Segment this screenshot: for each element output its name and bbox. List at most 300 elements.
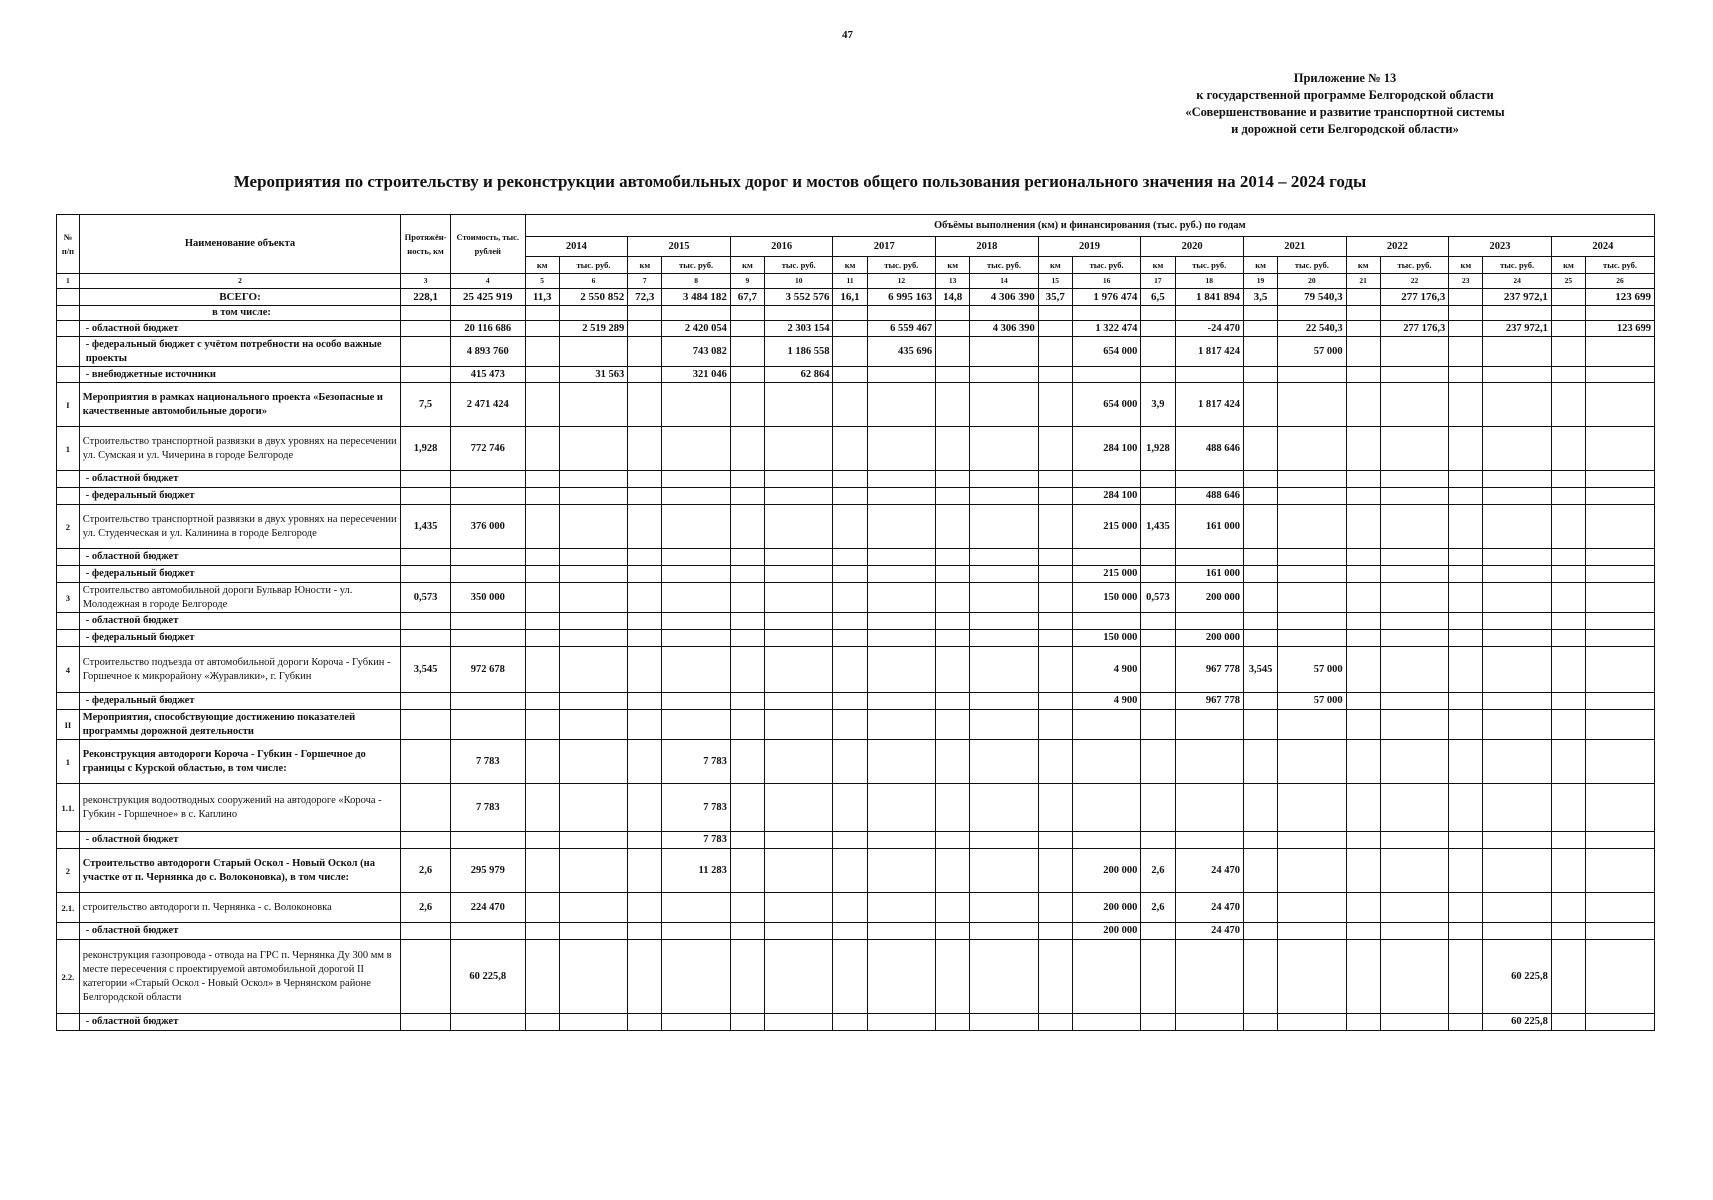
rub-value (765, 471, 833, 488)
rub-value (970, 471, 1038, 488)
km-value (833, 427, 867, 471)
km-value (1346, 471, 1380, 488)
km-value (1551, 832, 1585, 849)
km-value (1243, 630, 1277, 647)
row-number: 3 (57, 583, 80, 613)
rub-value (662, 613, 730, 630)
rub-value (1278, 893, 1346, 923)
table-row (57, 923, 1655, 940)
km-value (730, 613, 764, 630)
unit-km-header: км (1243, 257, 1277, 274)
table-row (57, 893, 1655, 923)
header-cost: Стоимость, тыс. рублей (450, 215, 525, 274)
rub-value: 7 783 (662, 740, 730, 784)
rub-value: 31 563 (559, 367, 627, 383)
rub-value (867, 849, 935, 893)
km-value (1141, 630, 1175, 647)
column-number: 24 (1483, 274, 1551, 289)
km-value (1346, 613, 1380, 630)
rub-value: 4 900 (1072, 647, 1140, 693)
table-row (57, 630, 1655, 647)
rub-value (970, 710, 1038, 740)
km-value (1449, 784, 1483, 832)
rub-value: 3 484 182 (662, 289, 730, 306)
rub-value (559, 583, 627, 613)
unit-rub-header: тыс. руб. (1483, 257, 1551, 274)
km-value (730, 306, 764, 321)
rub-value: 277 176,3 (1380, 321, 1448, 337)
km-value (1551, 549, 1585, 566)
page-number: 47 (842, 29, 853, 41)
rub-value: 654 000 (1072, 383, 1140, 427)
object-name: Строительство транспортной развязки в двух уровнях на пересечении ул. Студенческая и ул. Калинина в городе Белгороде (79, 505, 400, 549)
km-value (936, 471, 970, 488)
km-value (936, 427, 970, 471)
km-value (730, 630, 764, 647)
table-row (57, 383, 1655, 427)
column-number: 7 (628, 274, 662, 289)
km-value (525, 693, 559, 710)
rub-value (1483, 306, 1551, 321)
year-header: 2015 (628, 237, 731, 257)
km-value (1038, 693, 1072, 710)
km-value (936, 583, 970, 613)
row-number (57, 613, 80, 630)
column-number: 6 (559, 274, 627, 289)
km-value (1243, 693, 1277, 710)
km-value (730, 583, 764, 613)
rub-value (765, 549, 833, 566)
appendix-line: «Совершенствование и развитие транспортной системы (1185, 105, 1505, 119)
document-title: Мероприятия по строительству и реконструкции автомобильных дорог и мостов общего пользования регионального значения на 2014 – 2024 годы (233, 172, 1367, 191)
km-value (1346, 566, 1380, 583)
appendix-line: к государственной программе Белгородской области (1196, 88, 1494, 102)
cost-value: 415 473 (450, 367, 525, 383)
rub-value (1175, 613, 1243, 630)
km-value: 35,7 (1038, 289, 1072, 306)
km-value (936, 549, 970, 566)
column-number: 26 (1586, 274, 1655, 289)
rub-value: 321 046 (662, 367, 730, 383)
km-value (730, 337, 764, 367)
rub-value (1072, 710, 1140, 740)
row-number: 2 (57, 849, 80, 893)
rub-value (1483, 923, 1551, 940)
rub-value (970, 583, 1038, 613)
rub-value (559, 832, 627, 849)
rub-value: 967 778 (1175, 647, 1243, 693)
km-value (936, 710, 970, 740)
cost-value (450, 306, 525, 321)
km-value (936, 832, 970, 849)
km-value (1449, 630, 1483, 647)
km-value (628, 940, 662, 1014)
km-value (525, 471, 559, 488)
rub-value (765, 583, 833, 613)
km-value (730, 383, 764, 427)
km-value (525, 321, 559, 337)
rub-value: 57 000 (1278, 337, 1346, 367)
km-value: 2,6 (1141, 849, 1175, 893)
table-row (57, 321, 1655, 337)
km-value (628, 549, 662, 566)
km-value (628, 505, 662, 549)
rub-value: 123 699 (1586, 321, 1655, 337)
table-row (57, 583, 1655, 613)
rub-value (1586, 693, 1655, 710)
rub-value (1380, 693, 1448, 710)
rub-value (1278, 923, 1346, 940)
km-value (833, 306, 867, 321)
km-value (730, 505, 764, 549)
km-value: 11,3 (525, 289, 559, 306)
km-value (730, 471, 764, 488)
rub-value (1175, 784, 1243, 832)
year-header: 2024 (1551, 237, 1654, 257)
rub-value (867, 566, 935, 583)
km-value (1038, 940, 1072, 1014)
km-value: 16,1 (833, 289, 867, 306)
rub-value (1483, 505, 1551, 549)
km-value (1449, 923, 1483, 940)
rub-value (1586, 893, 1655, 923)
object-name: - федеральный бюджет (79, 488, 400, 505)
rub-value: -24 470 (1175, 321, 1243, 337)
rub-value: 57 000 (1278, 693, 1346, 710)
rub-value: 7 783 (662, 832, 730, 849)
rub-value (559, 693, 627, 710)
rub-value (867, 1014, 935, 1031)
km-value (1243, 306, 1277, 321)
km-value (936, 923, 970, 940)
column-number: 22 (1380, 274, 1448, 289)
km-value (936, 893, 970, 923)
row-number (57, 321, 80, 337)
rub-value: 7 783 (662, 784, 730, 832)
rub-value (765, 306, 833, 321)
rub-value (1380, 832, 1448, 849)
km-value (833, 549, 867, 566)
km-value (1243, 923, 1277, 940)
km-value (1346, 940, 1380, 1014)
km-value (1346, 505, 1380, 549)
km-value (1038, 566, 1072, 583)
km-value (525, 367, 559, 383)
rub-value (1175, 367, 1243, 383)
cost-value: 350 000 (450, 583, 525, 613)
km-value (525, 583, 559, 613)
km-value (628, 693, 662, 710)
km-value (1551, 710, 1585, 740)
cost-value (450, 549, 525, 566)
table-row (57, 367, 1655, 383)
km-value (1346, 583, 1380, 613)
km-value (525, 893, 559, 923)
rub-value: 6 995 163 (867, 289, 935, 306)
km-value (833, 505, 867, 549)
km-value (936, 849, 970, 893)
rub-value (867, 940, 935, 1014)
km-value (730, 566, 764, 583)
cost-value (450, 923, 525, 940)
rub-value (1278, 630, 1346, 647)
rub-value (765, 383, 833, 427)
rub-value (559, 784, 627, 832)
km-value (1346, 1014, 1380, 1031)
object-name: - областной бюджет (79, 613, 400, 630)
km-value: 0,573 (1141, 583, 1175, 613)
rub-value (1278, 832, 1346, 849)
km-value (1346, 647, 1380, 693)
km-value (1551, 471, 1585, 488)
rub-value: 2 550 852 (559, 289, 627, 306)
length-value (401, 471, 451, 488)
cost-value (450, 566, 525, 583)
rub-value (867, 471, 935, 488)
rub-value (1175, 1014, 1243, 1031)
km-value (525, 630, 559, 647)
rub-value: 1 817 424 (1175, 383, 1243, 427)
rub-value (1483, 471, 1551, 488)
rub-value (765, 923, 833, 940)
rub-value (970, 505, 1038, 549)
km-value (936, 940, 970, 1014)
km-value: 6,5 (1141, 289, 1175, 306)
rub-value (559, 710, 627, 740)
km-value (1551, 505, 1585, 549)
km-value (1243, 583, 1277, 613)
length-value (401, 321, 451, 337)
rub-value: 237 972,1 (1483, 321, 1551, 337)
rub-value (1586, 583, 1655, 613)
length-value: 2,6 (401, 849, 451, 893)
row-number: 1 (57, 427, 80, 471)
rub-value (970, 549, 1038, 566)
km-value (1038, 630, 1072, 647)
km-value (1346, 630, 1380, 647)
rub-value (1483, 710, 1551, 740)
km-value (730, 693, 764, 710)
rub-value (662, 893, 730, 923)
unit-rub-header: тыс. руб. (1175, 257, 1243, 274)
km-value (1346, 383, 1380, 427)
column-number: 18 (1175, 274, 1243, 289)
rub-value (662, 630, 730, 647)
column-number: 10 (765, 274, 833, 289)
rub-value (970, 740, 1038, 784)
rub-value: 488 646 (1175, 488, 1243, 505)
row-number: 1 (57, 740, 80, 784)
km-value (1038, 613, 1072, 630)
year-header: 2017 (833, 237, 936, 257)
rub-value (1483, 740, 1551, 784)
rub-value (765, 630, 833, 647)
km-value (1243, 367, 1277, 383)
appendix-line: и дорожной сети Белгородской области» (1231, 122, 1459, 136)
km-value (936, 306, 970, 321)
header-num: № п/п (57, 215, 80, 274)
km-value (1551, 893, 1585, 923)
rub-value (559, 893, 627, 923)
table-row (57, 306, 1655, 321)
rub-value (867, 367, 935, 383)
cost-value: 772 746 (450, 427, 525, 471)
cost-value: 25 425 919 (450, 289, 525, 306)
rub-value (970, 488, 1038, 505)
km-value (1141, 337, 1175, 367)
km-value (1038, 549, 1072, 566)
km-value (525, 923, 559, 940)
rub-value (1380, 710, 1448, 740)
rub-value: 3 552 576 (765, 289, 833, 306)
row-number: 2.2. (57, 940, 80, 1014)
km-value (628, 710, 662, 740)
km-value (1551, 289, 1585, 306)
km-value (1141, 940, 1175, 1014)
rub-value (559, 630, 627, 647)
object-name: - федеральный бюджет (79, 693, 400, 710)
km-value (730, 1014, 764, 1031)
km-value (1243, 337, 1277, 367)
row-number (57, 488, 80, 505)
rub-value (1380, 549, 1448, 566)
km-value (1346, 321, 1380, 337)
rub-value (1175, 740, 1243, 784)
row-number (57, 471, 80, 488)
km-value (936, 693, 970, 710)
km-value (1346, 427, 1380, 471)
rub-value: 24 470 (1175, 923, 1243, 940)
table-row (57, 337, 1655, 367)
unit-rub-header: тыс. руб. (662, 257, 730, 274)
km-value (833, 740, 867, 784)
km-value (628, 740, 662, 784)
length-value (401, 306, 451, 321)
rub-value (1278, 784, 1346, 832)
rub-value (1278, 940, 1346, 1014)
rub-value: 22 540,3 (1278, 321, 1346, 337)
km-value (1346, 488, 1380, 505)
appendix-block (1145, 70, 1545, 138)
length-value (401, 832, 451, 849)
object-name: реконструкция водоотводных сооружений на автодороге «Короча - Губкин - Горшечное» в с. Каплино (79, 784, 400, 832)
header-length: Протяжён-ность, км (401, 215, 451, 274)
km-value (525, 740, 559, 784)
rub-value (1586, 505, 1655, 549)
km-value (1449, 583, 1483, 613)
rub-value (765, 505, 833, 549)
rub-value: 62 864 (765, 367, 833, 383)
rub-value (1483, 427, 1551, 471)
length-value (401, 740, 451, 784)
table-row (57, 693, 1655, 710)
length-value (401, 337, 451, 367)
km-value (1346, 549, 1380, 566)
row-number: 2 (57, 505, 80, 549)
rub-value (1586, 337, 1655, 367)
km-value (1449, 505, 1483, 549)
length-value (401, 630, 451, 647)
cost-value: 7 783 (450, 740, 525, 784)
km-value (1346, 740, 1380, 784)
km-value: 72,3 (628, 289, 662, 306)
km-value (1038, 427, 1072, 471)
rub-value (765, 613, 833, 630)
length-value (401, 488, 451, 505)
rub-value (662, 383, 730, 427)
km-value (1141, 923, 1175, 940)
row-number (57, 566, 80, 583)
rub-value (867, 893, 935, 923)
rub-value (1586, 383, 1655, 427)
km-value: 3,5 (1243, 289, 1277, 306)
object-name: Строительство автомобильной дороги Бульвар Юности - ул. Молодежная в городе Белгороде (79, 583, 400, 613)
rub-value: 654 000 (1072, 337, 1140, 367)
km-value (1449, 471, 1483, 488)
km-value (1038, 647, 1072, 693)
rub-value (1278, 427, 1346, 471)
rub-value (867, 832, 935, 849)
km-value (1243, 471, 1277, 488)
rub-value (765, 488, 833, 505)
km-value (1551, 383, 1585, 427)
object-name: в том числе: (79, 306, 400, 321)
km-value (1141, 693, 1175, 710)
km-value (1449, 832, 1483, 849)
unit-rub-header: тыс. руб. (1278, 257, 1346, 274)
km-value (833, 630, 867, 647)
rub-value: 150 000 (1072, 630, 1140, 647)
cost-value: 7 783 (450, 784, 525, 832)
cost-value (450, 613, 525, 630)
length-value: 228,1 (401, 289, 451, 306)
km-value (730, 784, 764, 832)
km-value (1243, 832, 1277, 849)
row-number (57, 630, 80, 647)
column-number: 1 (57, 274, 80, 289)
km-value (1038, 923, 1072, 940)
km-value (730, 367, 764, 383)
km-value (1141, 306, 1175, 321)
km-value (730, 893, 764, 923)
rub-value (559, 566, 627, 583)
column-number: 13 (936, 274, 970, 289)
rub-value (1586, 940, 1655, 1014)
km-value (1243, 893, 1277, 923)
unit-km-header: км (936, 257, 970, 274)
unit-km-header: км (1449, 257, 1483, 274)
rub-value (1278, 306, 1346, 321)
km-value (1038, 849, 1072, 893)
rub-value (970, 849, 1038, 893)
rub-value: 161 000 (1175, 566, 1243, 583)
rub-value (1278, 849, 1346, 893)
rub-value (765, 893, 833, 923)
km-value (833, 940, 867, 1014)
rub-value (1586, 710, 1655, 740)
rub-value (970, 383, 1038, 427)
km-value (1038, 583, 1072, 613)
rub-value (1380, 893, 1448, 923)
km-value (1243, 613, 1277, 630)
km-value (628, 1014, 662, 1031)
column-number: 19 (1243, 274, 1277, 289)
rub-value: 4 306 390 (970, 321, 1038, 337)
km-value (628, 893, 662, 923)
km-value (1243, 321, 1277, 337)
rub-value (1072, 306, 1140, 321)
rub-value (970, 427, 1038, 471)
